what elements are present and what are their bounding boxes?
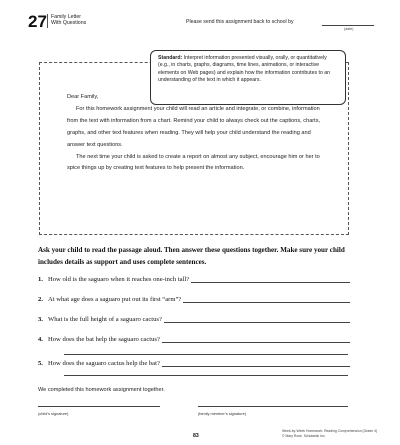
- worksheet-type-line1: Family Letter: [51, 14, 81, 20]
- question-1: [38, 276, 350, 283]
- answer-line[interactable]: [64, 375, 348, 376]
- question-text: How does the bat help the saguaro cactus?: [48, 336, 160, 343]
- answer-line[interactable]: [164, 316, 350, 323]
- letter-paragraph-1: For this homework assignment your child will read an article and integrate, or combine, information from the text with information from a chart. Remind your child to always check out the captions, charts, graphs, and other text features when reading. They will help your child understand the reading and answer text questions.: [67, 105, 321, 148]
- worksheet-number: 27: [28, 12, 47, 31]
- instructions: Ask your child to read the passage aloud. Then answer these questions together. Make sure your child includes details as support and uses complete sentences.: [38, 246, 345, 266]
- standard-text: Interpret information presented visually, orally, or quantitatively (e.g., in charts, graphs, diagrams, time lines, animations, or interactive elements on Web pages) and explain how the information contributes to an understanding of the text in which it appears.: [158, 55, 331, 84]
- family-signature-field[interactable]: [198, 406, 348, 407]
- worksheet-type-label: [51, 14, 86, 27]
- question-number: 5.: [38, 360, 43, 367]
- completion-statement: We completed this homework assignment together.: [38, 387, 165, 393]
- question-text: How does the saguaro cactus help the bat?: [48, 360, 160, 367]
- answer-line[interactable]: [191, 276, 350, 283]
- return-instruction: Please send this assignment back to school by: [186, 19, 294, 25]
- question-number: 2.: [38, 296, 43, 303]
- question-number: 1.: [38, 276, 43, 283]
- question-2: [38, 296, 350, 303]
- letter-greeting: Dear Family,: [67, 94, 99, 100]
- question-text: At what age does a saguaro put out its first “arm”?: [48, 296, 182, 303]
- answer-line[interactable]: [162, 336, 350, 343]
- copyright-line-1: Week-by-Week Homework: Reading Comprehension (Grade 4): [282, 429, 378, 433]
- answer-line[interactable]: [64, 354, 348, 355]
- answer-line[interactable]: [162, 360, 350, 367]
- standard-label: Standard:: [158, 55, 183, 61]
- question-3: [38, 316, 350, 323]
- question-text: What is the full height of a saguaro cactus?: [48, 316, 162, 323]
- question-5: [38, 360, 350, 367]
- page-number: 83: [193, 433, 199, 439]
- letter-paragraph-2: The next time your child is asked to create a report on almost any subject, encourage him or her to spice things up by creating text features to help present the information.: [67, 153, 320, 172]
- child-signature-field[interactable]: [38, 406, 160, 407]
- copyright: [282, 429, 377, 438]
- worksheet-type-line2: With Questions: [51, 20, 87, 27]
- header-divider: [47, 14, 48, 28]
- question-number: 4.: [38, 336, 43, 343]
- answer-line[interactable]: [183, 296, 350, 303]
- question-4: [38, 336, 350, 343]
- copyright-line-2: © Mary Rose, Scholastic Inc.: [282, 433, 326, 438]
- child-signature-label: (child’s signature): [38, 411, 69, 416]
- return-date-label: (date): [344, 27, 354, 31]
- return-date-field[interactable]: [322, 25, 374, 26]
- question-number: 3.: [38, 316, 43, 323]
- family-letter: [67, 92, 329, 175]
- family-signature-label: (family member’s signature): [198, 411, 247, 416]
- question-text: How old is the saguaro when it reaches one-inch tall?: [48, 276, 190, 283]
